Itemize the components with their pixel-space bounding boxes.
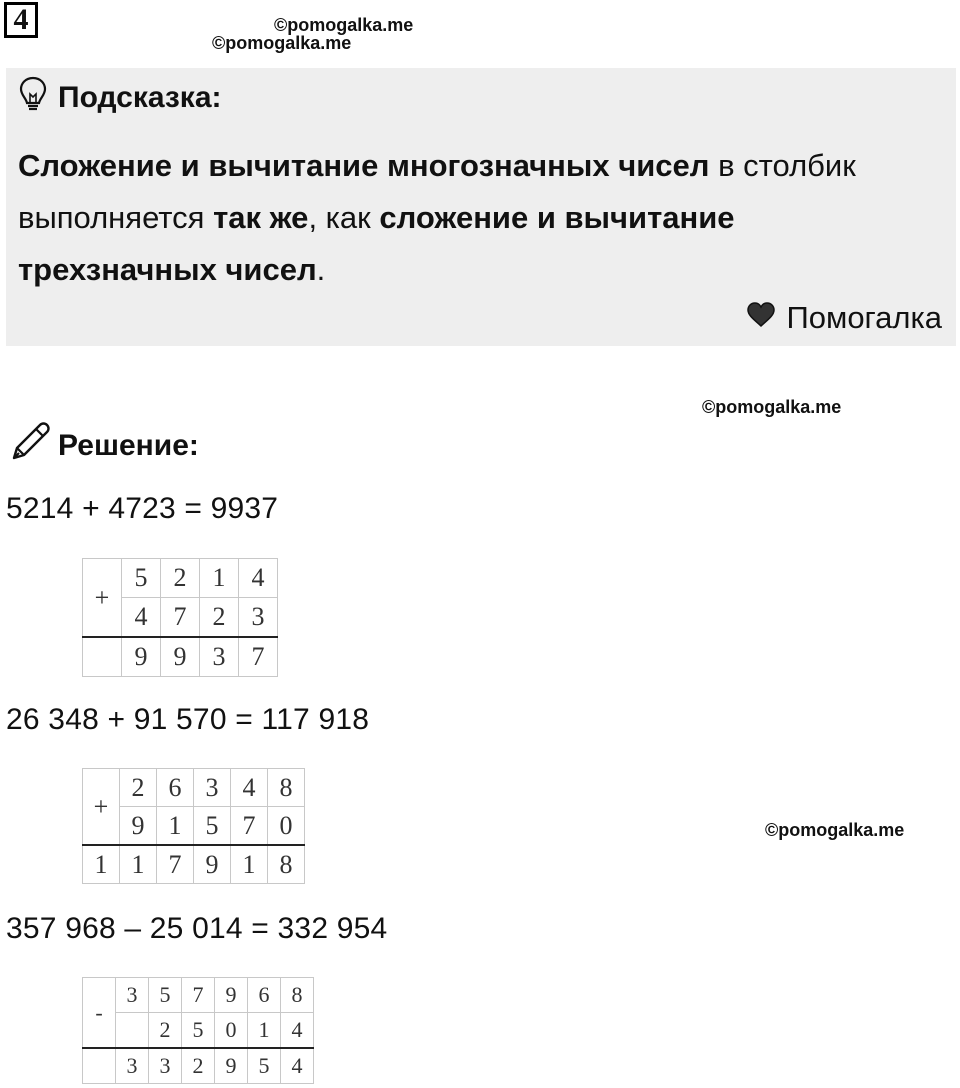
digit-cell: 4 [239, 559, 278, 598]
hint-text-part: сложение и вычитание трехзначных чисел [18, 200, 735, 287]
digit-cell [116, 1013, 149, 1049]
digit-cell: 2 [120, 769, 157, 807]
result-cell [83, 637, 122, 677]
digit-cell: 2 [200, 598, 239, 638]
column-calculation [82, 768, 305, 884]
hint-text [18, 140, 938, 296]
hint-signature [746, 300, 942, 336]
digit-cell: 9 [215, 978, 248, 1013]
digit-cell: 5 [182, 1013, 215, 1049]
digit-cell: 7 [161, 598, 200, 638]
watermark: ©pomogalka.me [212, 33, 352, 53]
hint-title: Подсказка: [58, 81, 222, 114]
digit-cell: 8 [281, 978, 314, 1013]
hint-header [18, 78, 222, 118]
result-cell: 4 [281, 1048, 314, 1084]
result-cell: 3 [149, 1048, 182, 1084]
task-number: 4 [4, 2, 38, 38]
signature-text: Помогалка [786, 300, 942, 335]
digit-cell: 6 [248, 978, 281, 1013]
result-cell [83, 1048, 116, 1084]
column-calculation [82, 977, 314, 1084]
digit-cell: 4 [122, 598, 161, 638]
digit-cell: 7 [182, 978, 215, 1013]
column-calculation [82, 558, 278, 677]
result-cell: 3 [200, 637, 239, 677]
watermark: ©pomogalka.me [702, 397, 842, 417]
result-cell: 2 [182, 1048, 215, 1084]
equation: 357 968 – 25 014 = 332 954 [6, 912, 388, 945]
equation: 26 348 + 91 570 = 117 918 [6, 703, 370, 736]
digit-cell: 2 [149, 1013, 182, 1049]
result-cell: 9 [122, 637, 161, 677]
digit-cell: 0 [268, 807, 305, 846]
result-cell: 9 [194, 845, 231, 884]
result-cell: 8 [268, 845, 305, 884]
operation-sign: + [83, 559, 122, 638]
result-cell: 1 [120, 845, 157, 884]
digit-cell: 4 [231, 769, 268, 807]
digit-cell: 1 [200, 559, 239, 598]
hint-text-part: в столбик выполняется [18, 148, 856, 235]
result-cell: 9 [215, 1048, 248, 1084]
digit-cell: 8 [268, 769, 305, 807]
lightbulb-icon [18, 76, 48, 120]
digit-cell: 7 [231, 807, 268, 846]
digit-cell: 5 [149, 978, 182, 1013]
digit-cell: 3 [116, 978, 149, 1013]
digit-cell: 3 [194, 769, 231, 807]
operation-sign: - [83, 978, 116, 1049]
digit-cell: 5 [194, 807, 231, 846]
equation: 5214 + 4723 = 9937 [6, 492, 279, 525]
hint-text-part: , как [308, 200, 380, 235]
result-cell: 1 [83, 845, 120, 884]
digit-cell: 2 [161, 559, 200, 598]
pencil-icon [8, 420, 52, 472]
digit-cell: 3 [239, 598, 278, 638]
digit-cell: 1 [248, 1013, 281, 1049]
hint-text-part: так же [213, 200, 309, 235]
hint-text-part: . [316, 252, 326, 287]
result-cell: 5 [248, 1048, 281, 1084]
result-cell: 3 [116, 1048, 149, 1084]
result-cell: 7 [239, 637, 278, 677]
result-cell: 1 [231, 845, 268, 884]
digit-cell: 0 [215, 1013, 248, 1049]
watermark: ©pomogalka.me [274, 15, 414, 35]
heart-icon [746, 300, 776, 336]
digit-cell: 6 [157, 769, 194, 807]
solution-title: Решение: [58, 429, 199, 462]
solution-header [8, 420, 199, 472]
digit-cell: 1 [157, 807, 194, 846]
watermark: ©pomogalka.me [765, 820, 905, 840]
digit-cell: 5 [122, 559, 161, 598]
digit-cell: 9 [120, 807, 157, 846]
result-cell: 9 [161, 637, 200, 677]
hint-text-part: Сложение и вычитание многозначных чисел [18, 148, 710, 183]
digit-cell: 4 [281, 1013, 314, 1049]
operation-sign: + [83, 769, 120, 846]
result-cell: 7 [157, 845, 194, 884]
